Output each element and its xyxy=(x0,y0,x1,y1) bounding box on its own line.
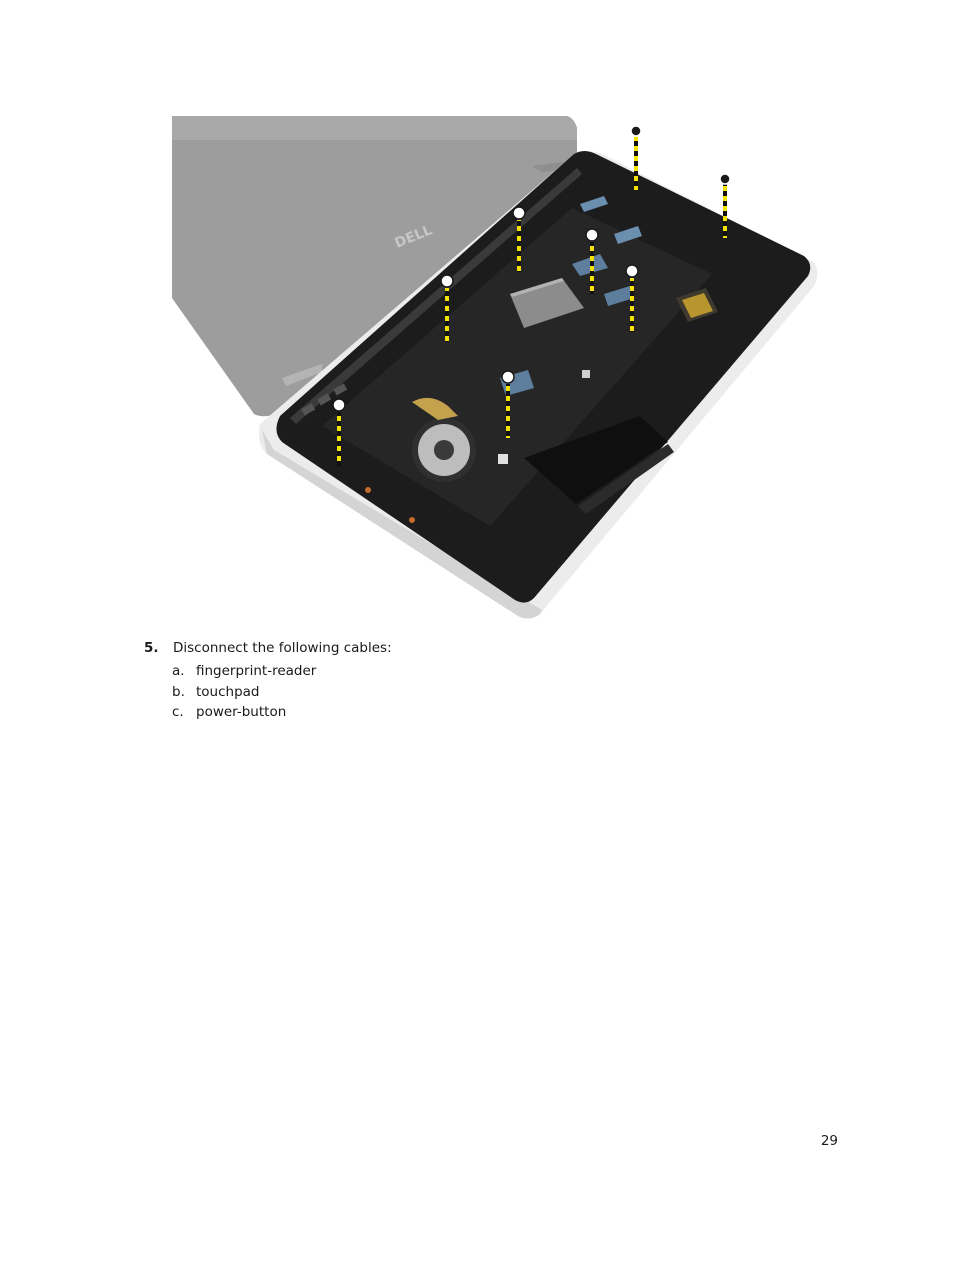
list-marker: a. xyxy=(172,663,185,679)
list-marker: c. xyxy=(172,704,184,720)
list-marker: b. xyxy=(172,683,185,700)
step-number: 5. xyxy=(144,640,159,656)
dell-logo: DELL xyxy=(392,222,435,252)
step-text: Disconnect the following cables: xyxy=(173,640,392,656)
laptop-palmrest-illustration xyxy=(172,116,822,620)
page-number: 29 xyxy=(820,1133,838,1149)
list-item-text: fingerprint-reader xyxy=(196,663,317,679)
list-item-text: power-button xyxy=(196,704,287,720)
list-item-text: touchpad xyxy=(196,683,260,700)
